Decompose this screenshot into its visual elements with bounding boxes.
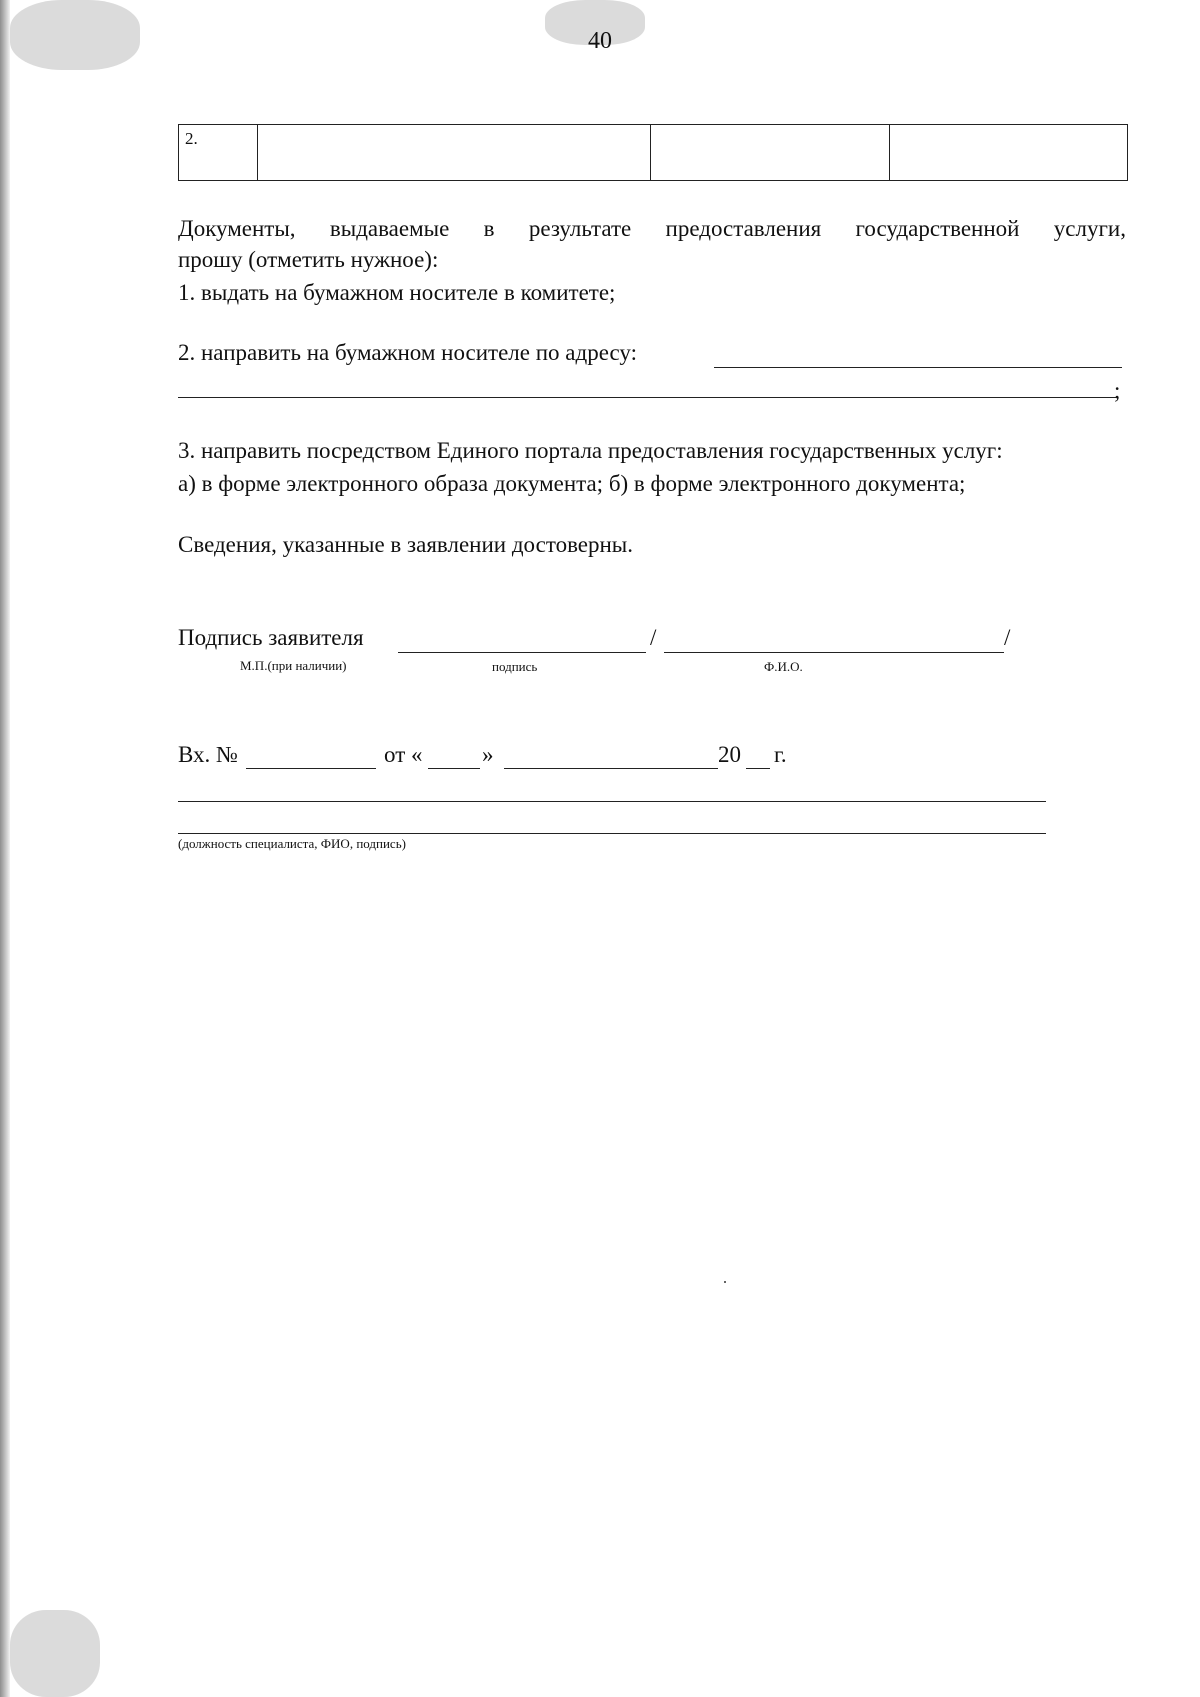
scan-smudge-bottom-left bbox=[10, 1610, 100, 1697]
incoming-number-label: Вх. № bbox=[178, 742, 238, 767]
incoming-month-field[interactable] bbox=[504, 768, 718, 769]
option-portal-line1: 3. направить посредством Единого портала предоставления государственных услуг: bbox=[178, 438, 1003, 463]
table-cell bbox=[890, 125, 1128, 181]
full-name-field[interactable] bbox=[664, 652, 1004, 653]
scan-left-edge bbox=[0, 0, 10, 1697]
incoming-number-field[interactable] bbox=[246, 768, 376, 769]
confirmation-text: Сведения, указанные в заявлении достоверны. bbox=[178, 532, 634, 557]
incoming-year-prefix: 20 bbox=[718, 742, 741, 767]
incoming-quote-close: » bbox=[482, 742, 494, 767]
applicant-table bbox=[178, 124, 1128, 181]
documents-intro-line2: прошу (отметить нужное): bbox=[178, 247, 439, 272]
scan-dot bbox=[724, 1281, 726, 1283]
caption-full-name: Ф.И.О. bbox=[764, 659, 803, 674]
incoming-year-field[interactable] bbox=[746, 768, 770, 769]
signature-label: Подпись заявителя bbox=[178, 625, 364, 650]
address-end-semicolon: ; bbox=[1114, 378, 1121, 403]
incoming-date-from: от « bbox=[384, 742, 423, 767]
caption-stamp: М.П.(при наличии) bbox=[240, 658, 347, 673]
specialist-line2[interactable] bbox=[178, 833, 1046, 834]
incoming-day-field[interactable] bbox=[428, 768, 480, 769]
incoming-year-suffix: г. bbox=[774, 742, 787, 767]
option-portal-line2: а) в форме электронного образа документа; б) в форме электронного документа; bbox=[178, 471, 966, 496]
option-paper-committee: 1. выдать на бумажном носителе в комитете; bbox=[178, 280, 616, 305]
table-cell bbox=[258, 125, 651, 181]
caption-signature: подпись bbox=[492, 659, 538, 674]
table-cell bbox=[651, 125, 890, 181]
signature-slash-left: / bbox=[650, 625, 657, 650]
documents-intro-line1: Документы, выдаваемые в результате предоставления государственной услуги, bbox=[178, 216, 1126, 241]
signature-field[interactable] bbox=[398, 652, 646, 653]
signature-slash-right: / bbox=[1004, 625, 1011, 650]
table-row bbox=[179, 125, 1128, 181]
address-field-line1[interactable] bbox=[714, 367, 1122, 368]
table-cell-number: 2. bbox=[179, 125, 258, 181]
option-paper-address: 2. направить на бумажном носителе по адресу: bbox=[178, 340, 637, 365]
specialist-caption: (должность специалиста, ФИО, подпись) bbox=[178, 836, 406, 851]
address-field-line2[interactable] bbox=[178, 397, 1116, 398]
specialist-line1[interactable] bbox=[178, 801, 1046, 802]
page-number: 40 bbox=[588, 28, 612, 54]
